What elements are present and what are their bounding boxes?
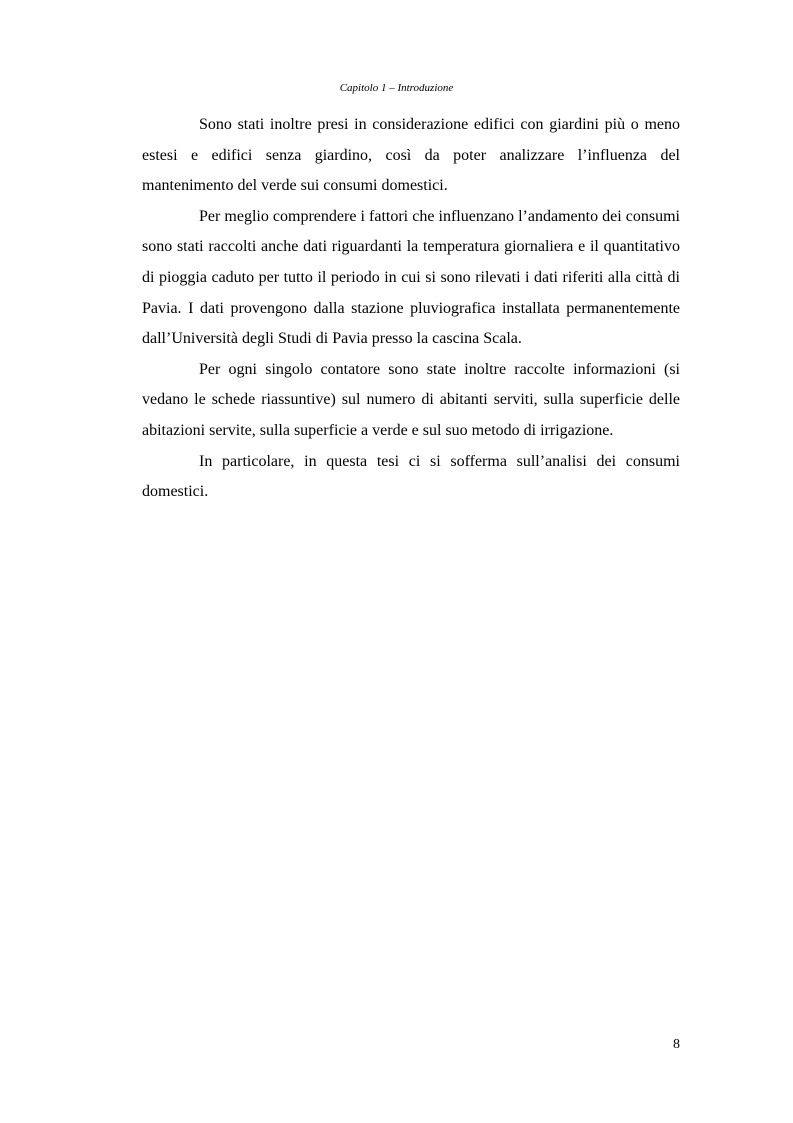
paragraph: Per ogni singolo contatore sono state inoltre raccolte informazioni (si vedano le schede riassuntive) sul numero di abitanti serviti, sulla superficie delle abitazioni servite, sulla superficie a verde e sul suo metodo di irrigazione. bbox=[142, 360, 680, 439]
running-header: Capitolo 1 – Introduzione bbox=[339, 82, 454, 94]
body-text bbox=[142, 110, 680, 508]
paragraph: Sono stati inoltre presi in considerazione edifici con giardini più o meno estesi e edifici senza giardino, così da poter analizzare l’influenza del mantenimento del verde sui consumi domestici. bbox=[142, 116, 680, 195]
paragraph: Per meglio comprendere i fattori che influenzano l’andamento dei consumi sono stati raccolti anche dati riguardanti la temperatura giornaliera e il quantitativo di pioggia caduto per tutto il periodo in cui si sono rilevati i dati riferiti alla città di Pavia. I dati provengono dalla stazione pluviografica installata permanentemente dall’Università degli Studi di Pavia presso la cascina Scala. bbox=[142, 207, 680, 348]
paragraph: In particolare, in questa tesi ci si sofferma sull’analisi dei consumi domestici. bbox=[142, 452, 680, 501]
page-number: 8 bbox=[673, 1037, 680, 1052]
